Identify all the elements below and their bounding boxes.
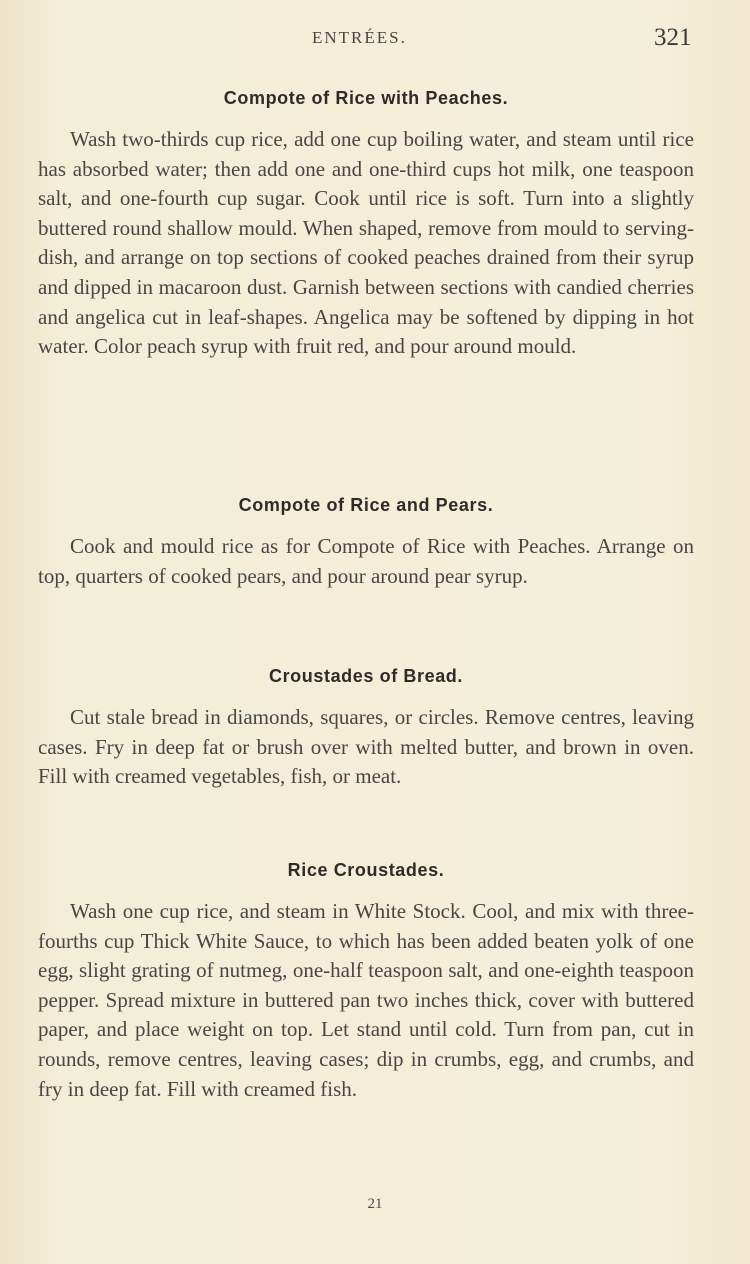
recipe-body: Wash two-thirds cup rice, add one cup boiling water, and steam until rice has absorbed water; then add one and one-third cups hot milk, one teaspoon salt, and one-fourth cup sugar. Cook until rice is soft. Turn into a slightly buttered round shallow mould. When shaped, remove from mould to serving-dish, and arrange on top sections of cooked peaches drained from their syrup and dipped in macaroon dust. Garnish between sections with candied cherries and angelica cut in leaf-shapes. Angelica may be softened by dipping in hot water. Color peach syrup with fruit red, and pour around mould.	[38, 127, 694, 359]
recipe-title: Rice Croustades.	[287, 860, 445, 880]
recipe-compote-rice-pears	[38, 495, 694, 591]
recipe-compote-rice-peaches	[38, 88, 694, 362]
recipe-title: Compote of Rice and Pears.	[238, 495, 494, 515]
running-head	[0, 24, 750, 54]
recipe-body: Wash one cup rice, and steam in White Stock. Cool, and mix with three-fourths cup Thick White Sauce, to which has been added beaten yolk of one egg, slight grating of nutmeg, one-half teaspoon salt, and one-eighth teaspoon pepper. Spread mixture in buttered pan two inches thick, cover with buttered paper, and place weight on top. Let stand until cold. Turn from pan, cut in rounds, remove centres, leaving cases; dip in crumbs, egg, and crumbs, and fry in deep fat. Fill with creamed fish.	[38, 899, 694, 1101]
recipe-title: Croustades of Bread.	[268, 666, 464, 686]
running-title: ENTRÉES.	[312, 28, 407, 47]
recipe-body: Cut stale bread in diamonds, squares, or circles. Remove centres, leaving cases. Fry in deep fat or brush over with melted butter, and brown in oven. Fill with creamed vegetables, fish, or meat.	[38, 705, 694, 789]
recipe-title: Compote of Rice with Peaches.	[223, 88, 509, 108]
recipe-croustades-bread	[38, 666, 694, 792]
recipe-body: Cook and mould rice as for Compote of Rice with Peaches. Arrange on top, quarters of cooked pears, and pour around pear syrup.	[38, 534, 694, 588]
signature-mark: 21	[367, 1196, 383, 1212]
page-number: 321	[654, 24, 692, 51]
recipe-rice-croustades	[38, 860, 694, 1104]
